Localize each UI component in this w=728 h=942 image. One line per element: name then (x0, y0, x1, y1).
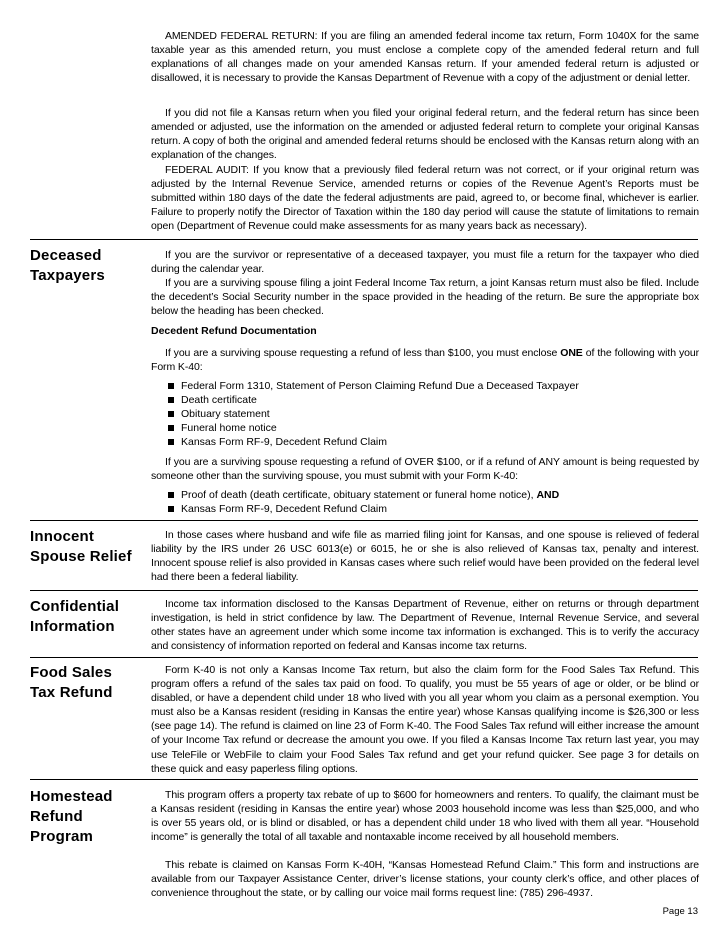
homestead-heading (30, 787, 142, 847)
section-divider (30, 779, 698, 780)
page-number: Page 13 (662, 906, 698, 917)
deceased-heading-line2: Taxpayers (30, 267, 105, 284)
deceased-survivor-paragraph: If you are the survivor or representative of a deceased taxpayer, you must file a return for the taxpayer who died during the calendar year. (151, 249, 699, 276)
innocent-heading-line1: Innocent (30, 528, 95, 545)
homestead-eligibility-paragraph: This program offers a property tax rebate of up to $600 for homeowners and renters. To qualify, the claimant must be a Kansas resident (residing in Kansas the entire year) whose 2003 household income was less than $25,000, and who is over 55 years old, or is blind or disabled, or has a dependent child under 18 who lived with them all year. “Household income” is generally the total of all taxable and nontaxable income received by all household members. (151, 789, 699, 844)
homestead-form-paragraph: This rebate is claimed on Kansas Form K-40H, “Kansas Homestead Refund Claim.” This form and instructions are available from our Taxpayer Assistance Center, driver’s license stations, your county clerk’s office, and other places of convenience throughout the state, or by calling our voice mail forms request line: (785) 296-4937. (151, 859, 699, 900)
section-divider (30, 520, 698, 521)
list-item-bold: AND (536, 489, 560, 501)
food-sales-paragraph: Form K-40 is not only a Kansas Income Tax return, but also the claim form for the Food Sales Tax Refund. This program offers a refund of the sales tax paid on food. To qualify, you must be 55 years of age or older, or be blind or disabled, or have a dependent child under 18 who lived with you all year whom you claim as a personal exemption. You must also be a Kansas resident (residing in Kansas the entire year) whose Kansas qualifying income is $26,300 or less (see page 14). The refund is claimed on line 23 of Form K-40. The Food Sales Tax refund will either increase the amount of your Income Tax refund or decrease the amount you owe. If you filed a Kansas Income Tax return last year, you may use TeleFile or WebFile to claim your Food Sales Tax refund and get your refund quicker. See page 3 for details on these quick and easy paperless filing options. (151, 664, 699, 775)
list-item: Kansas Form RF-9, Decedent Refund Claim (166, 435, 579, 449)
list-item: Kansas Form RF-9, Decedent Refund Claim (166, 502, 559, 516)
deceased-joint-paragraph: If you are a surviving spouse filing a joint Federal Income Tax return, a joint Kansas return must also be filed. Include the decedent’s Social Security number in the space provided in the heading of the return. Be sure the appropriate box below the heading has been checked. (151, 277, 699, 318)
list-item: Funeral home notice (166, 421, 579, 435)
confidential-paragraph: Income tax information disclosed to the Kansas Department of Revenue, either on returns or through department investigation, is held in strict confidence by law. The Department of Revenue, Internal Revenue Service, and several other states have an agreement under which some income tax information is exchanged. This is to verify the accuracy and consistency of information reported on federal and Kansas income tax returns. (151, 598, 699, 653)
list-item: Death certificate (166, 393, 579, 407)
homestead-heading-line2: Refund (30, 808, 83, 825)
homestead-heading-line3: Program (30, 828, 94, 845)
refund-under-100-paragraph (151, 346, 699, 374)
federal-audit-paragraph: FEDERAL AUDIT: If you know that a previously filed federal return was not correct, or if your original return was adjusted by the Internal Revenue Service, amended returns or copies of the Revenue Agent’s Reports must be submitted within 180 days of the date the federal adjustments are paid, agreed to, or become final, whichever is earlier. Failure to properly notify the Director of Taxation within the 180 day period will cause the statute of limitations to remain open (Department of Revenue could make assessments for as many years back as necessary). (151, 164, 699, 233)
homestead-heading-line1: Homestead (30, 788, 113, 805)
refund-under-100-text-bold: ONE (560, 347, 583, 359)
list-item-text: Proof of death (death certificate, obituary statement or funeral home notice), (181, 489, 537, 501)
section-divider (30, 657, 698, 658)
decedent-refund-subheading: Decedent Refund Documentation (151, 325, 317, 337)
refund-under-100-text-post: of the following with your Form K-40: (151, 347, 699, 374)
confidential-heading-line1: Confidential (30, 598, 120, 615)
food-sales-heading-line1: Food Sales (30, 664, 113, 681)
deceased-heading (30, 246, 142, 286)
section-divider (30, 239, 698, 240)
confidential-heading (30, 597, 142, 637)
innocent-heading (30, 527, 142, 567)
refund-over-100-list (166, 488, 559, 516)
food-sales-heading-line2: Tax Refund (30, 684, 113, 701)
list-item: Federal Form 1310, Statement of Person Claiming Refund Due a Deceased Taxpayer (166, 379, 579, 393)
food-sales-heading (30, 663, 142, 703)
innocent-heading-line2: Spouse Relief (30, 548, 132, 565)
innocent-spouse-paragraph: In those cases where husband and wife file as married filing joint for Kansas, and one spouse is relieved of federal liability by the IRS under 26 USC 6013(e) or 6015, he or she is also relieved of Kansas tax, penalty and interest. Innocent spouse relief is also provided in Kansas cases where such relief would have been provided on the federal level had there been a federal liability. (151, 529, 699, 584)
refund-under-100-text-pre: If you are a surviving spouse requesting a refund of less than $100, you must enclose (165, 347, 561, 359)
list-item (166, 488, 559, 502)
refund-over-100-paragraph: If you are a surviving spouse requesting a refund of OVER $100, or if a refund of ANY amount is being requested by someone other than the surviving spouse, you must submit with your Form K-40: (151, 456, 699, 483)
unfiled-original-paragraph: If you did not file a Kansas return when you filed your original federal return, and the federal return has since been amended or adjusted, use the information on the amended or adjusted federal return to complete your original Kansas return. A copy of both the original and amended federal returns should be enclosed with the Kansas return along with an explanation of the changes. (151, 107, 699, 162)
refund-under-100-list (166, 379, 579, 449)
section-divider (30, 590, 698, 591)
deceased-heading-line1: Deceased (30, 247, 102, 264)
amended-return-paragraph: AMENDED FEDERAL RETURN: If you are filing an amended federal income tax return, Form 1040X for the same taxable year as this amended return, you must enclose a complete copy of the amended federal return and full explanations of all changes made on your amended Kansas return. If your amended federal return is adjusted or disallowed, it is necessary to provide the Kansas Department of Revenue with a copy of the adjustment or denial letter. (151, 30, 699, 85)
confidential-heading-line2: Information (30, 618, 115, 635)
list-item: Obituary statement (166, 407, 579, 421)
